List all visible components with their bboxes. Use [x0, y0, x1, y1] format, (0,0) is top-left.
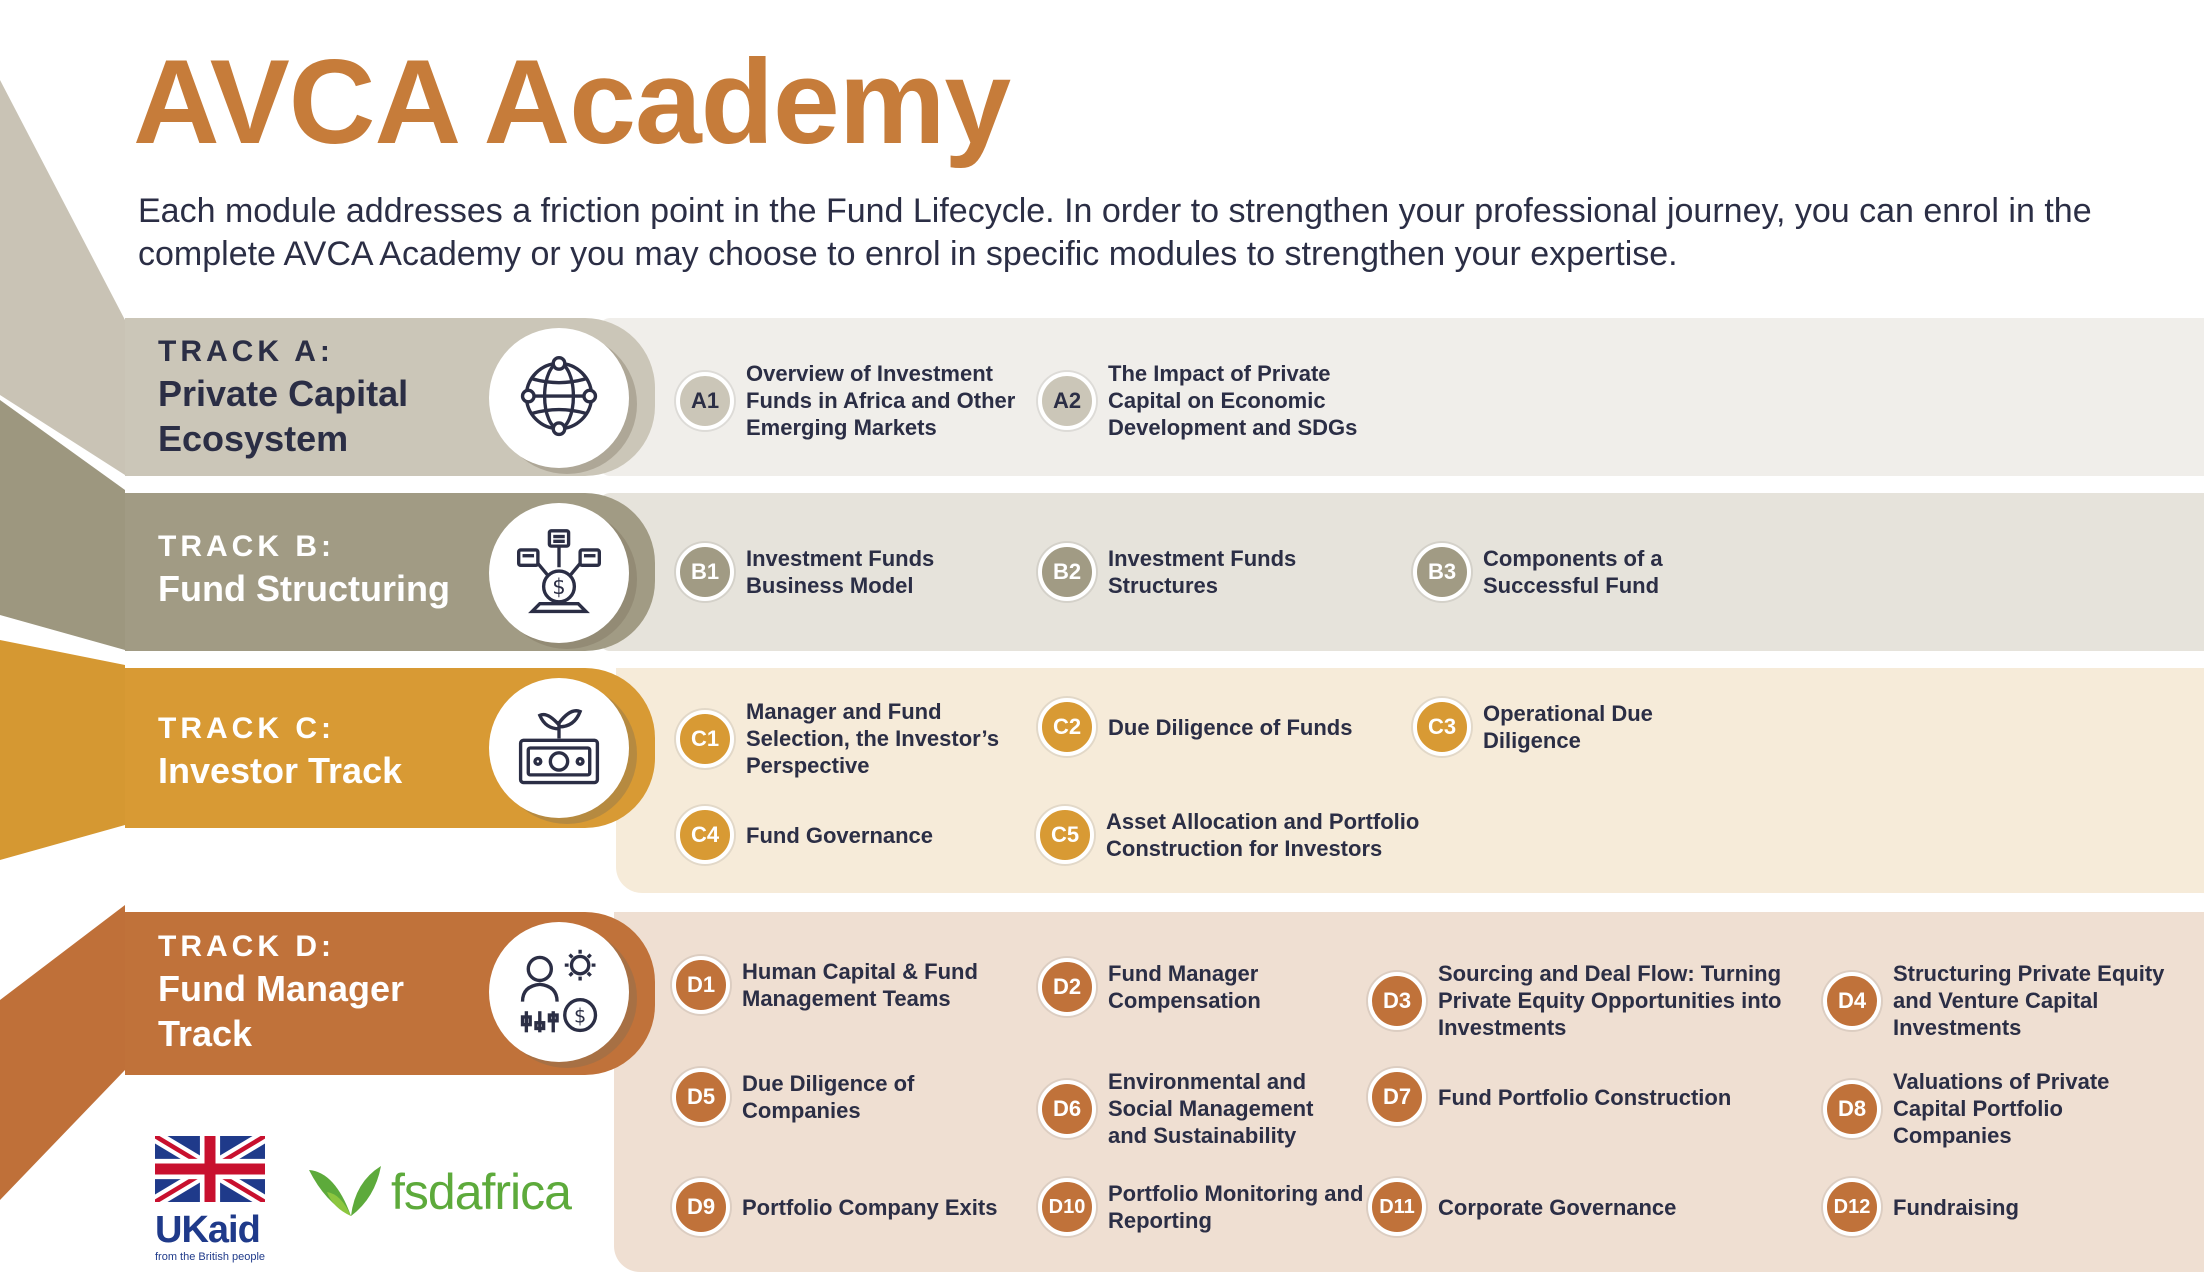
track-c-label	[158, 710, 488, 793]
module-code: D1	[672, 956, 730, 1014]
module-b1[interactable]	[676, 543, 996, 601]
module-title: Human Capital & Fund Management Teams	[742, 959, 978, 1011]
module-d6[interactable]	[1038, 1068, 1358, 1149]
module-code: C1	[676, 710, 734, 768]
module-code: C5	[1036, 806, 1094, 864]
module-d3[interactable]	[1368, 960, 1788, 1041]
module-code: C2	[1038, 698, 1096, 756]
ukaid-tagline: from the British people	[155, 1251, 266, 1263]
module-code: D6	[1038, 1080, 1096, 1138]
module-d2[interactable]	[1038, 958, 1338, 1016]
module-title: Valuations of Private Capital Portfolio Companies	[1893, 1069, 2110, 1148]
module-code: B1	[676, 543, 734, 601]
module-code: D11	[1368, 1178, 1426, 1236]
module-code: A2	[1038, 372, 1096, 430]
module-title: Portfolio Company Exits	[742, 1194, 998, 1220]
fsdafrica-wordmark: fsdafrica	[391, 1164, 571, 1220]
intro-paragraph: Each module addresses a friction point in the Fund Lifecycle. In order to strengthen your professional journey, you can enrol in the complete AVCA Academy or you may choose to enrol in specific modules to strengthen your expertise.	[138, 192, 2092, 273]
module-c5[interactable]	[1036, 806, 1426, 864]
module-title: Fund Manager Compensation	[1108, 961, 1261, 1013]
module-code: D7	[1368, 1068, 1426, 1126]
module-b3[interactable]	[1413, 543, 1733, 601]
track-d-name: Fund Manager Track	[158, 967, 405, 1054]
module-title: Investment Funds Structures	[1108, 546, 1297, 598]
union-jack-icon	[155, 1136, 265, 1202]
module-code: C3	[1413, 698, 1471, 756]
fsd-leaf-icon	[305, 1152, 385, 1232]
module-title: Operational Due Diligence	[1483, 701, 1653, 753]
module-title: Due Diligence of Companies	[742, 1071, 915, 1123]
module-title: Fund Portfolio Construction	[1438, 1084, 1732, 1110]
module-title: Overview of Investment Funds in Africa and Other Emerging Markets	[746, 361, 1016, 440]
track-a-label	[158, 333, 458, 461]
svg-text:$: $	[552, 574, 566, 600]
track-b-label	[158, 528, 488, 611]
module-title: Due Diligence of Funds	[1108, 714, 1353, 740]
module-code: D9	[672, 1178, 730, 1236]
module-title: Investment Funds Business Model	[746, 546, 935, 598]
fsdafrica-logo	[305, 1152, 571, 1232]
module-code: D2	[1038, 958, 1096, 1016]
module-c3[interactable]	[1413, 698, 1753, 756]
module-d12[interactable]	[1823, 1178, 2153, 1236]
module-code: B2	[1038, 543, 1096, 601]
module-d7[interactable]	[1368, 1068, 1788, 1126]
module-a2[interactable]	[1038, 360, 1398, 441]
module-c1[interactable]	[676, 698, 1016, 779]
track-b-kicker: TRACK B:	[158, 530, 335, 563]
track-c-kicker: TRACK C:	[158, 712, 335, 745]
module-d5[interactable]	[672, 1068, 1002, 1126]
module-code: D8	[1823, 1080, 1881, 1138]
module-title: Asset Allocation and Portfolio Construction for Investors	[1106, 809, 1420, 861]
module-code: A1	[676, 372, 734, 430]
module-code: D10	[1038, 1178, 1096, 1236]
globe-network-icon	[489, 328, 629, 468]
module-d11[interactable]	[1368, 1178, 1788, 1236]
fund-manager-icon	[489, 922, 629, 1062]
module-a1[interactable]	[676, 360, 1026, 441]
module-title: Fundraising	[1893, 1194, 2019, 1220]
module-d10[interactable]	[1038, 1178, 1368, 1236]
fund-structure-icon	[489, 503, 629, 643]
module-title: Environmental and Social Management and Sustainability	[1108, 1069, 1314, 1148]
module-code: B3	[1413, 543, 1471, 601]
money-growth-icon	[489, 678, 629, 818]
module-c2[interactable]	[1038, 698, 1378, 756]
page-title: AVCA Academy	[133, 35, 1011, 169]
track-b-name: Fund Structuring	[158, 567, 450, 609]
module-title: Portfolio Monitoring and Reporting	[1108, 1181, 1364, 1233]
module-title: Manager and Fund Selection, the Investor’s Perspective	[746, 699, 1000, 778]
track-a-kicker: TRACK A:	[158, 335, 334, 368]
module-c4[interactable]	[676, 806, 1016, 864]
module-title: The Impact of Private Capital on Economic Development and SDGs	[1108, 361, 1358, 440]
module-title: Structuring Private Equity and Venture Capital Investments	[1893, 961, 2165, 1040]
module-code: D12	[1823, 1178, 1881, 1236]
module-code: D4	[1823, 972, 1881, 1030]
module-title: Corporate Governance	[1438, 1194, 1677, 1220]
module-code: D5	[672, 1068, 730, 1126]
module-d9[interactable]	[672, 1178, 1002, 1236]
track-c-name: Investor Track	[158, 749, 403, 791]
module-title: Components of a Successful Fund	[1483, 546, 1663, 598]
module-d4[interactable]	[1823, 960, 2198, 1041]
module-code: C4	[676, 806, 734, 864]
module-title: Fund Governance	[746, 822, 934, 848]
module-b2[interactable]	[1038, 543, 1358, 601]
svg-text:$: $	[574, 1004, 587, 1028]
module-d1[interactable]	[672, 956, 1002, 1014]
track-d-label	[158, 928, 428, 1056]
module-code: D3	[1368, 972, 1426, 1030]
track-a-name: Private Capital Ecosystem	[158, 372, 409, 459]
module-d8[interactable]	[1823, 1068, 2153, 1149]
module-title: Sourcing and Deal Flow: Turning Private Equity Opportunities into Investments	[1438, 961, 1782, 1040]
ukaid-wordmark: UKaid	[155, 1209, 260, 1251]
ukaid-logo	[155, 1136, 273, 1263]
track-d-kicker: TRACK D:	[158, 930, 335, 963]
